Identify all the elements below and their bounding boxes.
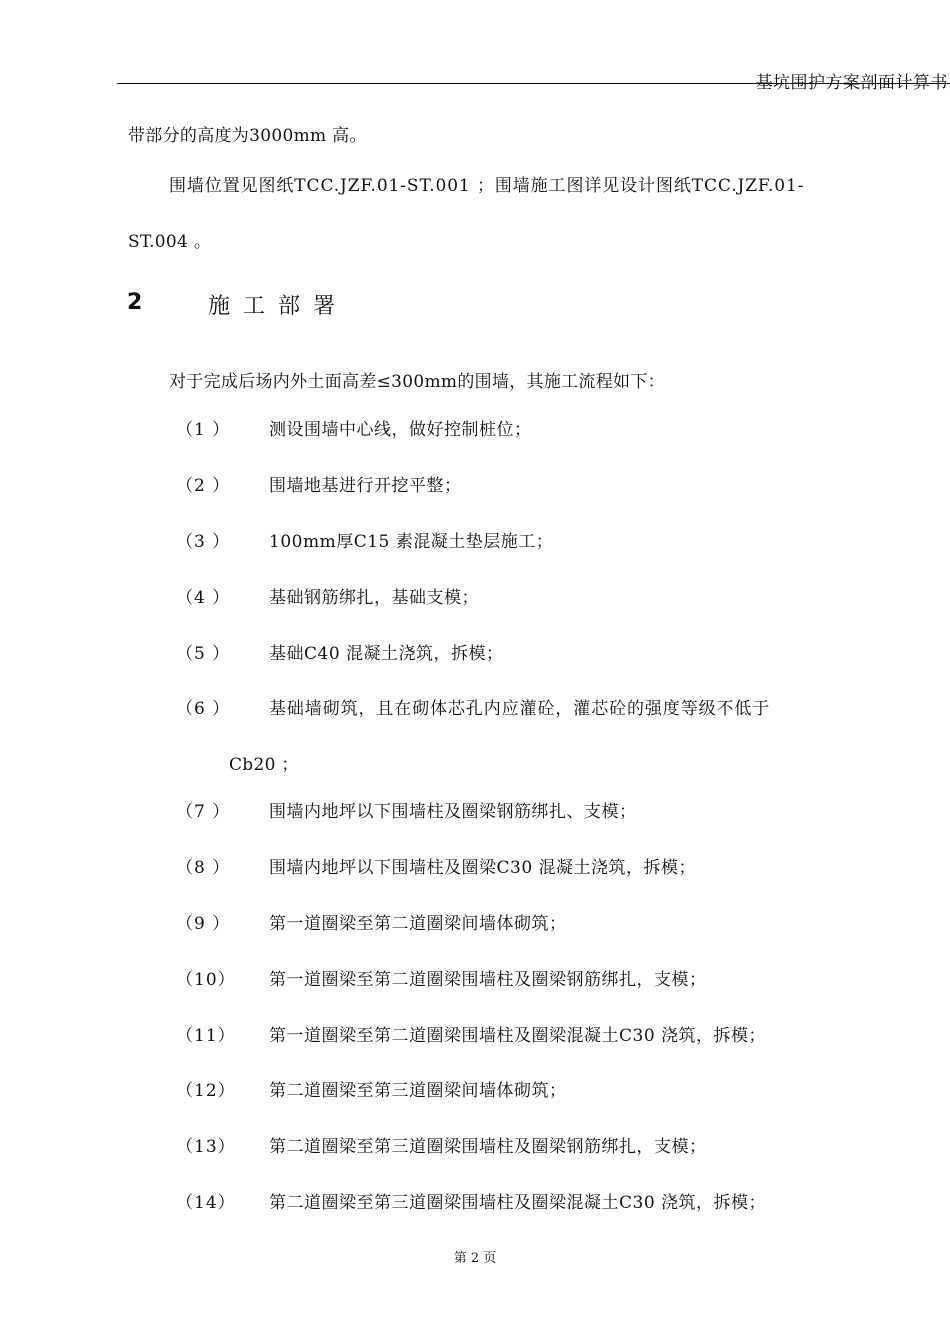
step-number: （12） [176,1081,236,1101]
step-number: （4 ） [176,588,231,608]
step-number: （5 ） [176,644,231,664]
step-number: （11） [176,1026,236,1046]
body-line-3: ST.004 。 [128,232,212,252]
page-number: 第 2 页 [453,1251,497,1266]
step-number: （3 ） [176,532,231,552]
step-number: （1 ） [176,420,231,440]
step-text: 基础钢筋绑扎，基础支模； [269,588,479,608]
section-title: 施工部署 [208,294,349,319]
step-text: 第二道圈梁至第三道圈梁间墙体砌筑； [269,1081,567,1101]
step-text: 第二道圈梁至第三道圈梁围墙柱及圈梁钢筋绑扎，支模； [269,1137,707,1157]
step-number: （6 ） [176,699,231,719]
step-number: （14） [176,1193,236,1213]
step-number: （10） [176,970,236,990]
section-number: 2 [127,290,143,315]
step-text: 第一道圈梁至第二道圈梁围墙柱及圈梁钢筋绑扎，支模； [269,970,707,990]
header-divider [117,83,950,84]
step-text: 围墙地基进行开挖平整； [269,476,462,496]
body-line-2: 围墙位置见图纸TCC.JZF.01-ST.001 ；围墙施工图详见设计图纸TCC.JZF.01- [169,176,805,196]
body-line-1: 带部分的高度为3000mm 高。 [128,126,367,146]
step-text: 测设围墙中心线，做好控制桩位； [269,420,532,440]
step-number: （9 ） [176,914,231,934]
step-text-continuation: Cb20 ； [229,755,299,775]
step-text: 基础墙砌筑，且在砌体芯孔内应灌砼，灌芯砼的强度等级不低于 [269,699,771,719]
step-number: （7 ） [176,802,231,822]
step-text: 第一道圈梁至第二道圈梁围墙柱及圈梁混凝土C30 浇筑，拆模； [269,1026,767,1046]
step-text: 第二道圈梁至第三道圈梁围墙柱及圈梁混凝土C30 浇筑，拆模； [269,1193,767,1213]
step-text: 第一道圈梁至第二道圈梁间墙体砌筑； [269,914,567,934]
step-number: （2 ） [176,476,231,496]
step-text: 100mm厚C15 素混凝土垫层施工； [269,532,554,552]
step-text: 围墙内地坪以下围墙柱及圈梁C30 混凝土浇筑，拆模； [269,858,697,878]
step-number: （13） [176,1137,236,1157]
intro-paragraph: 对于完成后场内外土面高差≤300mm的围墙，其施工流程如下： [169,372,665,392]
step-text: 基础C40 混凝土浇筑，拆模； [269,644,504,664]
step-text: 围墙内地坪以下围墙柱及圈梁钢筋绑扎、支模； [269,802,637,822]
step-number: （8 ） [176,858,231,878]
document-title: 基坑围护方案剖面计算书 [755,73,948,93]
